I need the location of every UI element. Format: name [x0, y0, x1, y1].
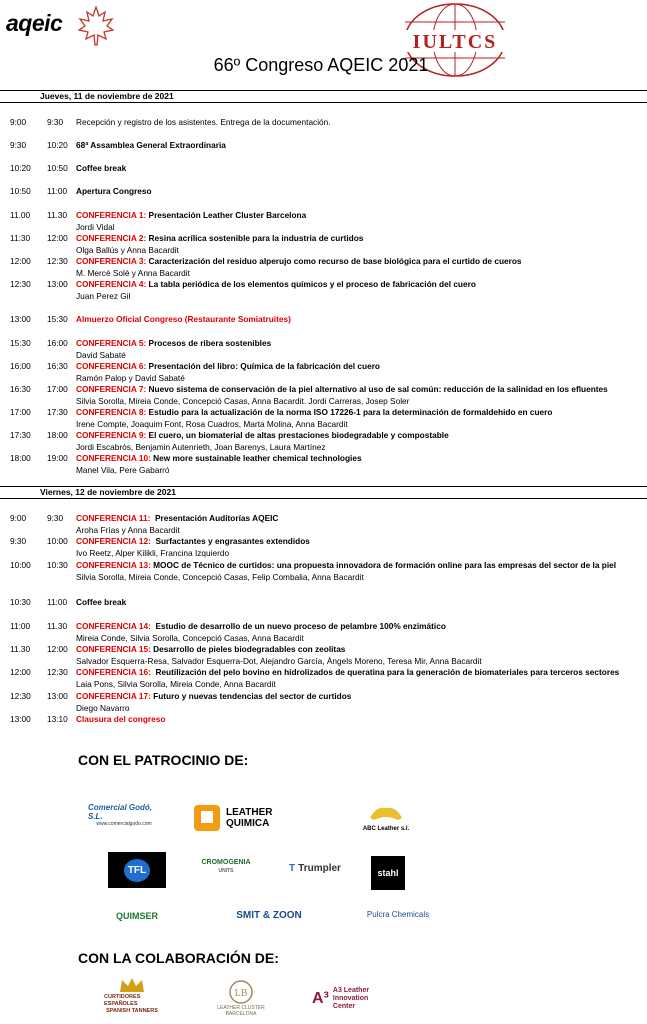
start-time: 15:30 — [10, 338, 31, 348]
end-time: 13:00 — [47, 691, 68, 701]
start-time: 17:00 — [10, 407, 31, 417]
session-description — [76, 644, 482, 667]
start-time: 11:00 — [10, 621, 31, 631]
start-time: 9:00 — [10, 513, 27, 523]
session-authors: Aroha Frías y Anna Bacardit — [76, 524, 180, 535]
leather-quimica-logo: LEATHER QUIMICA — [192, 800, 292, 836]
session-title: Coffee break — [76, 163, 127, 173]
session-description — [76, 163, 126, 175]
session-title: Estudio para la actualización de la norma ISO 17226-1 para la determinación de formaldehido en cuero — [146, 407, 553, 417]
session-authors: Juan Perez Gil — [76, 290, 131, 301]
page-title: 66º Congreso AQEIC 2021 — [213, 55, 429, 75]
start-time: 13:00 — [10, 314, 31, 324]
start-time: 17:30 — [10, 430, 31, 440]
session-title: Reutilización del pelo bovino en hidrolizados de queratina para la generación de biomateriales para terceros sectores — [150, 667, 620, 677]
session-description — [76, 621, 446, 644]
end-time: 11:00 — [47, 597, 68, 607]
session-description — [76, 691, 351, 714]
session-description — [76, 407, 552, 430]
session-description — [76, 210, 306, 233]
end-time: 13:10 — [47, 714, 68, 724]
end-time: 12:00 — [47, 233, 68, 243]
a3-icon: A³ — [312, 990, 329, 1007]
godo-logo: Comercial Godó, S.L. www.comercialgodo.com — [88, 803, 153, 827]
session-description — [76, 140, 226, 152]
session-title: Procesos de ribera sostenibles — [146, 338, 272, 348]
start-time: 12:30 — [10, 279, 31, 289]
session-authors: Irene Compte, Joaquim Font, Rosa Cuadros, Marta Molina, Anna Bacardit — [76, 418, 348, 429]
conference-label: CONFERENCIA 15: — [76, 644, 151, 654]
session-authors: Silvia Sorolla, Mireia Conde, Concepció Casas, Felip Combalia, Anna Bacardit — [76, 571, 364, 582]
conference-label: CONFERENCIA 16: — [76, 667, 151, 677]
end-time: 18:00 — [47, 430, 68, 440]
bull-icon — [366, 800, 406, 826]
session-description — [76, 256, 522, 279]
session-description — [76, 279, 476, 302]
end-time: 16:30 — [47, 361, 68, 371]
start-time: 10:20 — [10, 163, 31, 173]
conference-label: CONFERENCIA 1: — [76, 210, 147, 220]
session-title: El cuero, un biomaterial de altas prestaciones biodegradable y compostable — [146, 430, 449, 440]
session-description — [76, 430, 449, 453]
end-time: 9:30 — [47, 117, 64, 127]
end-time: 10:20 — [47, 140, 68, 150]
end-time: 12:30 — [47, 256, 68, 266]
conference-label: CONFERENCIA 3: — [76, 256, 147, 266]
session-authors: Jordi Escabrós, Benjamin Autenrieth, Joan Barenys, Laura Martínez — [76, 441, 326, 452]
start-time: 9:30 — [10, 140, 27, 150]
conference-label: CONFERENCIA 13: — [76, 560, 151, 570]
conference-label: CONFERENCIA 6: — [76, 361, 147, 371]
start-time: 9:00 — [10, 117, 27, 127]
cluster-icon — [228, 979, 254, 1005]
end-time: 10:00 — [47, 536, 68, 546]
start-time: 11:30 — [10, 233, 31, 243]
day1-label: Jueves, 11 de noviembre de 2021 — [40, 91, 174, 101]
svg-text:LB: LB — [234, 988, 248, 999]
start-time: 10:00 — [10, 560, 31, 570]
session-authors: Jordi Vidal — [76, 221, 115, 232]
end-time: 13:00 — [47, 279, 68, 289]
end-time: 11.30 — [47, 621, 68, 631]
session-title: Desarrollo de pieles biodegradables con zeolitas — [150, 644, 346, 654]
collab-heading: CON LA COLABORACIÓN DE: — [78, 950, 279, 966]
end-time: 17:00 — [47, 384, 68, 394]
divider — [0, 498, 647, 499]
end-time: 10:30 — [47, 560, 68, 570]
session-authors: Salvador Esquerra-Resa, Salvador Esquerra-Dot, Alejandro García, Àngels Moreno, Teresa Mir, Anna Bacardit — [76, 655, 482, 666]
curtidores-logo: CURTIDORES ESPAÑOLES SPANISH TANNERS — [104, 972, 160, 1018]
start-time: 16:00 — [10, 361, 31, 371]
end-time: 10:50 — [47, 163, 68, 173]
session-authors: Ivo Reetz, Alper Kilikli, Francina Izquierdo — [76, 547, 230, 558]
leather-cluster-logo: LB LEATHER CLUSTER BARCELONA — [210, 976, 272, 1020]
session-title: Futuro y nuevas tendencias del sector de curtidos — [150, 691, 352, 701]
session-description — [76, 667, 619, 690]
session-description — [76, 597, 126, 609]
session-title: Coffee break — [76, 597, 127, 607]
session-title: La tabla periódica de los elementos químicos y el proceso de fabricación del cuero — [146, 279, 476, 289]
cromogenia-logo: CROMOGENIA UNITS — [201, 859, 251, 874]
tfl-logo: TFL — [108, 852, 166, 888]
session-description — [76, 560, 616, 583]
session-description — [76, 361, 380, 384]
session-title: MOOC de Técnico de curtidos: una propuesta innovadora de formación online para las empresas del sector de la piel — [150, 560, 617, 570]
conference-label: CONFERENCIA 4: — [76, 279, 147, 289]
conference-label: Clausura del congreso — [76, 714, 166, 724]
session-authors: Manel Vila, Pere Gabarró — [76, 464, 170, 475]
trumpler-logo: T Trumpler — [289, 862, 341, 874]
day2-label: Viernes, 12 de noviembre de 2021 — [40, 487, 176, 497]
start-time: 12:00 — [10, 667, 31, 677]
sponsors-heading: CON EL PATROCINIO DE: — [78, 752, 249, 768]
conference-label: CONFERENCIA 8: — [76, 407, 147, 417]
abc-leather-logo: ABC Leather s.l. — [360, 796, 412, 836]
session-description — [76, 384, 608, 407]
end-time: 16:00 — [47, 338, 68, 348]
session-description — [76, 338, 271, 361]
start-time: 9:30 — [10, 536, 27, 546]
end-time: 12:30 — [47, 667, 68, 677]
smit-zoon-logo: SMIT & ZOON — [236, 909, 302, 921]
start-time: 16:30 — [10, 384, 31, 394]
session-authors: M. Mercè Solé y Anna Bacardit — [76, 267, 190, 278]
session-authors: Mireia Conde, Silvia Sorolla, Concepció Casas, Anna Bacardit — [76, 632, 304, 643]
maple-leaf-icon — [78, 6, 114, 46]
end-time: 15:30 — [47, 314, 68, 324]
conference-label: CONFERENCIA 14: — [76, 621, 151, 631]
conference-label: CONFERENCIA 9: — [76, 430, 147, 440]
conference-label: CONFERENCIA 5: — [76, 338, 147, 348]
session-title: Recepción y registro de los asistentes. Entrega de la documentación. — [76, 117, 331, 127]
session-description — [76, 714, 165, 726]
session-authors: Ramón Palop y David Sabaté — [76, 372, 185, 383]
session-description — [76, 314, 291, 326]
divider — [0, 102, 647, 103]
session-title: Nuevo sistema de conservación de la piel alternativo al uso de sal común: reducción de la salinidad en los efluentes — [146, 384, 608, 394]
session-title: Caracterización del residuo alperujo como recurso de base biológica para el curtido de cueros — [146, 256, 522, 266]
session-title: Resina acrílica sostenible para la industria de curtidos — [146, 233, 364, 243]
conference-label: CONFERENCIA 11: — [76, 513, 151, 523]
session-authors: Diego Navarro — [76, 702, 130, 713]
session-title: Estudio de desarrollo de un nuevo proceso de pelambre 100% enzimático — [150, 621, 446, 631]
session-authors: David Sabaté — [76, 349, 126, 360]
trumpler-icon: T — [289, 862, 296, 874]
start-time: 10:30 — [10, 597, 31, 607]
session-authors: Silvia Sorolla, Mireia Conde, Concepció Casas, Anna Bacardit. Jordi Carreras, Josep Soler — [76, 395, 410, 406]
session-authors: Laia Pons, Silvia Sorolla, Mireia Conde, Anna Bacardit — [76, 678, 276, 689]
session-title: Apertura Congreso — [76, 186, 152, 196]
end-time: 17:30 — [47, 407, 68, 417]
conference-label: CONFERENCIA 10: — [76, 453, 151, 463]
iultcs-text: IULTCS — [412, 31, 498, 53]
session-title: Presentación Leather Cluster Barcelona — [146, 210, 307, 220]
crown-icon — [118, 976, 146, 994]
end-time: 12:00 — [47, 644, 68, 654]
session-description — [76, 186, 152, 198]
stahl-logo: stahl — [371, 856, 405, 890]
pulcra-logo: Pulcra Chemicals — [366, 909, 430, 919]
session-description — [76, 453, 362, 476]
conference-label: CONFERENCIA 7: — [76, 384, 147, 394]
session-description — [76, 536, 310, 559]
session-authors: Olga Ballús y Anna Bacardit — [76, 244, 179, 255]
start-time: 13:00 — [10, 714, 31, 724]
start-time: 11.00 — [10, 210, 31, 220]
session-title: Presentación Auditorías AQEIC — [150, 513, 279, 523]
end-time: 19:00 — [47, 453, 68, 463]
session-title: 68ª Assamblea General Extraordinaria — [76, 140, 226, 150]
end-time: 9:30 — [47, 513, 64, 523]
start-time: 12:00 — [10, 256, 31, 266]
start-time: 18:00 — [10, 453, 31, 463]
end-time: 11:00 — [47, 186, 68, 196]
aqeic-logo: aqeic — [6, 10, 63, 36]
start-time: 12:30 — [10, 691, 31, 701]
conference-label: Almuerzo Oficial Congreso (Restaurante Somiatruites) — [76, 314, 291, 324]
session-description — [76, 513, 278, 536]
quimser-logo: QUIMSER — [115, 911, 158, 921]
a3-logo: A³ A3 Leather Innovation Center — [312, 987, 370, 1010]
leather-quimica-icon — [192, 803, 222, 833]
session-title: Surfactantes y engrasantes extendidos — [150, 536, 310, 546]
session-title: Presentación del libro: Química de la fabricación del cuero — [146, 361, 380, 371]
session-title: New more sustainable leather chemical technologies — [150, 453, 362, 463]
session-description — [76, 233, 363, 256]
session-description — [76, 117, 331, 129]
conference-label: CONFERENCIA 17: — [76, 691, 151, 701]
conference-label: CONFERENCIA 12: — [76, 536, 151, 546]
end-time: 11.30 — [47, 210, 68, 220]
conference-label: CONFERENCIA 2: — [76, 233, 147, 243]
start-time: 10:50 — [10, 186, 31, 196]
start-time: 11.30 — [10, 644, 31, 654]
